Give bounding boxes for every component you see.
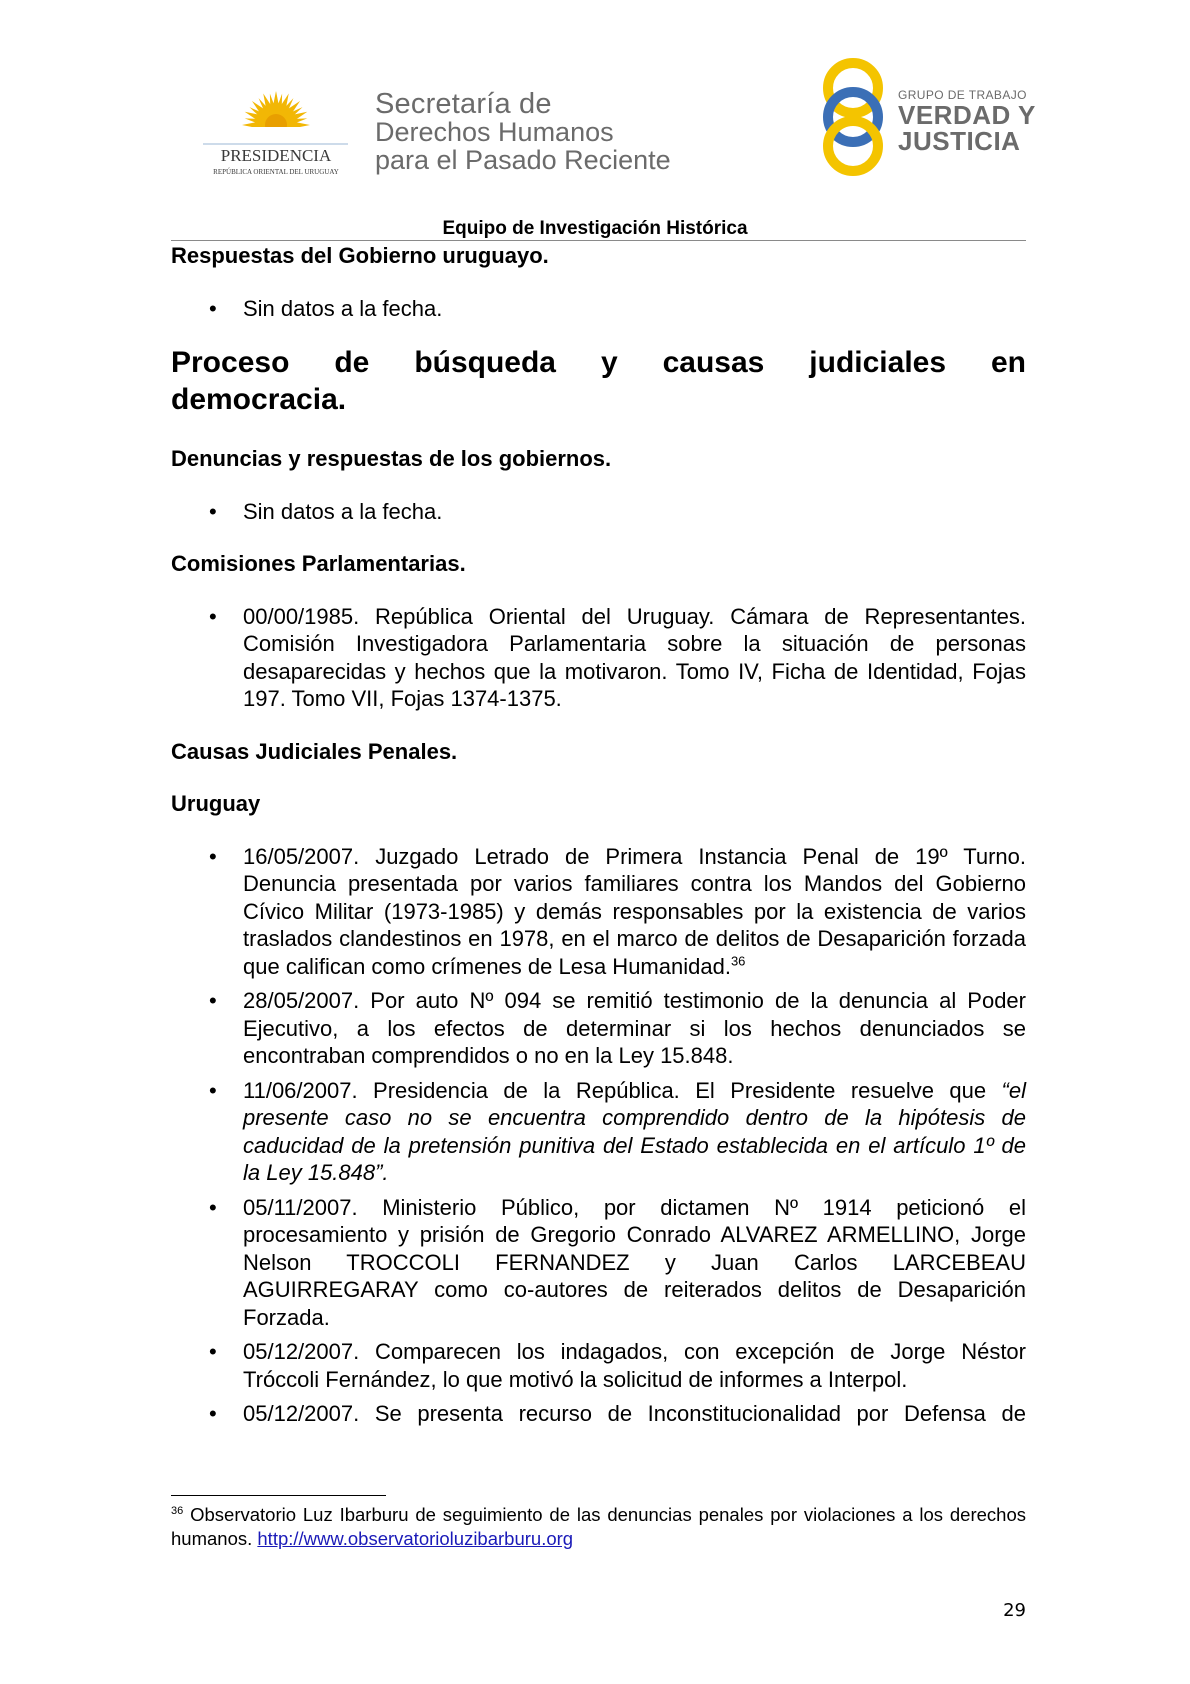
bullet-icon: • <box>209 843 217 869</box>
bullet-icon: • <box>209 1194 217 1220</box>
presidencia-text: PRESIDENCIA <box>220 146 332 165</box>
bullet-icon: • <box>209 1401 217 1426</box>
denuncias-heading: Denuncias y respuestas de los gobiernos. <box>171 446 612 471</box>
secretaria-line1: Secretaría de <box>375 88 552 120</box>
proceso-heading <box>171 344 1026 418</box>
rings-icon <box>820 55 910 180</box>
footnote-number: 36 <box>171 1504 184 1517</box>
bullet-icon: • <box>209 498 217 524</box>
secretaria-line3: para el Pasado Reciente <box>375 145 671 175</box>
bullet-icon: • <box>209 988 217 1013</box>
bullet-icon: • <box>209 295 217 321</box>
secretaria-line2: Derechos Humanos <box>375 117 614 147</box>
list-item: • 16/05/2007. Juzgado Letrado de Primera Instancia Penal de 19º Turno. Denuncia presentada por varios familiares contra los Mandos del Gobierno Cívico Militar (1973-1985) y demás responsables por la existencia de varios traslados clandestinos en 1978, en el marco de delitos de Desaparición forzada que califican como crímenes de Lesa Humanidad.$^{36}$ <box>209 843 1026 979</box>
list-item: • 11/06/2007. Presidencia de la República. El Presidente resuelve que “el presente caso no se encuentra comprendido dentro de la hipótesis de caducidad de la pretensión punitiva del Estado establecida en el artículo 1º de la Ley 15.848”. <box>209 1077 1026 1185</box>
grupo-trabajo-small: GRUPO DE TRABAJO <box>898 88 1027 102</box>
comisiones-list <box>171 603 1026 713</box>
comisiones-heading: Comisiones Parlamentarias. <box>171 551 466 576</box>
uruguay-heading: Uruguay <box>171 791 261 816</box>
sun-icon <box>198 80 350 180</box>
footnote: $^{36}$ Observatorio Luz Ibarburu de seguimiento de las denuncias penales por violaciones a los derechos humanos. http://www.observatorioluzibarburu.org <box>171 1504 1026 1549</box>
bullet-icon: • <box>209 603 217 629</box>
page-number: 29 <box>1003 1600 1026 1621</box>
bullet-icon: • <box>209 1077 217 1103</box>
respuestas-heading: Respuestas del Gobierno uruguayo. <box>171 243 549 268</box>
footnote-rule <box>171 1495 386 1496</box>
grupo-trabajo-verdad: VERDAD Y <box>898 100 1036 130</box>
proceso-heading-line1: Proceso de búsqueda y causas judiciales en <box>171 346 1026 379</box>
proceso-heading-line2: democracia. <box>171 383 347 416</box>
header-rule <box>171 240 1026 241</box>
causas-heading: Causas Judiciales Penales. <box>171 738 458 764</box>
list-item: • 05/11/2007. Ministerio Público, por dictamen Nº 1914 peticionó el procesamiento y prisión de Gregorio Conrado ALVAREZ ARMELLINO, Jorge Nelson TROCCOLI FERNANDEZ y Juan Carlos LARCEBEAU AGUIRREGARAY como co-autores de reiterados delitos de Desaparición Forzada. <box>209 1194 1026 1330</box>
denuncias-list <box>171 498 1026 526</box>
list-item: • 05/12/2007. Comparecen los indagados, con excepción de Jorge Néstor Tróccoli Fernández, lo que motivó la solicitud de informes a Interpol. <box>209 1339 1026 1392</box>
grupo-trabajo-justicia: JUSTICIA <box>898 126 1021 156</box>
republica-text: REPÚBLICA ORIENTAL DEL URUGUAY <box>213 168 339 176</box>
footnote-ref[interactable]: 36 <box>730 953 746 969</box>
list-item: • 00/00/1985. República Oriental del Uruguay. Cámara de Representantes. Comisión Investigadora Parlamentaria sobre la situación de personas desaparecidas y hechos que la motivaron. Tomo IV, Ficha de Identidad, Fojas 197. Tomo VII, Fojas 1374-1375. <box>209 603 1026 711</box>
causas-list <box>171 843 1026 1428</box>
list-item: • 28/05/2007. Por auto Nº 094 se remitió testimonio de la denuncia al Poder Ejecutivo, a los efectos de determinar si los hechos denunciados se encontraban comprendidos o no en la Ley 15.848. <box>209 988 1026 1068</box>
list-item: • Sin datos a la fecha. <box>209 295 443 321</box>
document-body <box>171 242 1026 1428</box>
observatorio-link[interactable]: http://www.observatorioluzibarburu.org <box>257 1528 574 1549</box>
secretaria-title <box>375 90 671 174</box>
respuestas-list <box>171 295 1026 323</box>
team-heading: Equipo de Investigación Histórica <box>442 218 748 239</box>
bullet-icon: • <box>209 1339 217 1364</box>
list-item: • Sin datos a la fecha. <box>209 498 443 524</box>
presidencia-logo <box>198 80 350 180</box>
list-item: • 05/12/2007. Se presenta recurso de Inconstitucionalidad por Defensa de <box>209 1401 1026 1426</box>
grupo-trabajo-text <box>898 88 1036 154</box>
verdad-justicia-logo <box>820 55 910 180</box>
